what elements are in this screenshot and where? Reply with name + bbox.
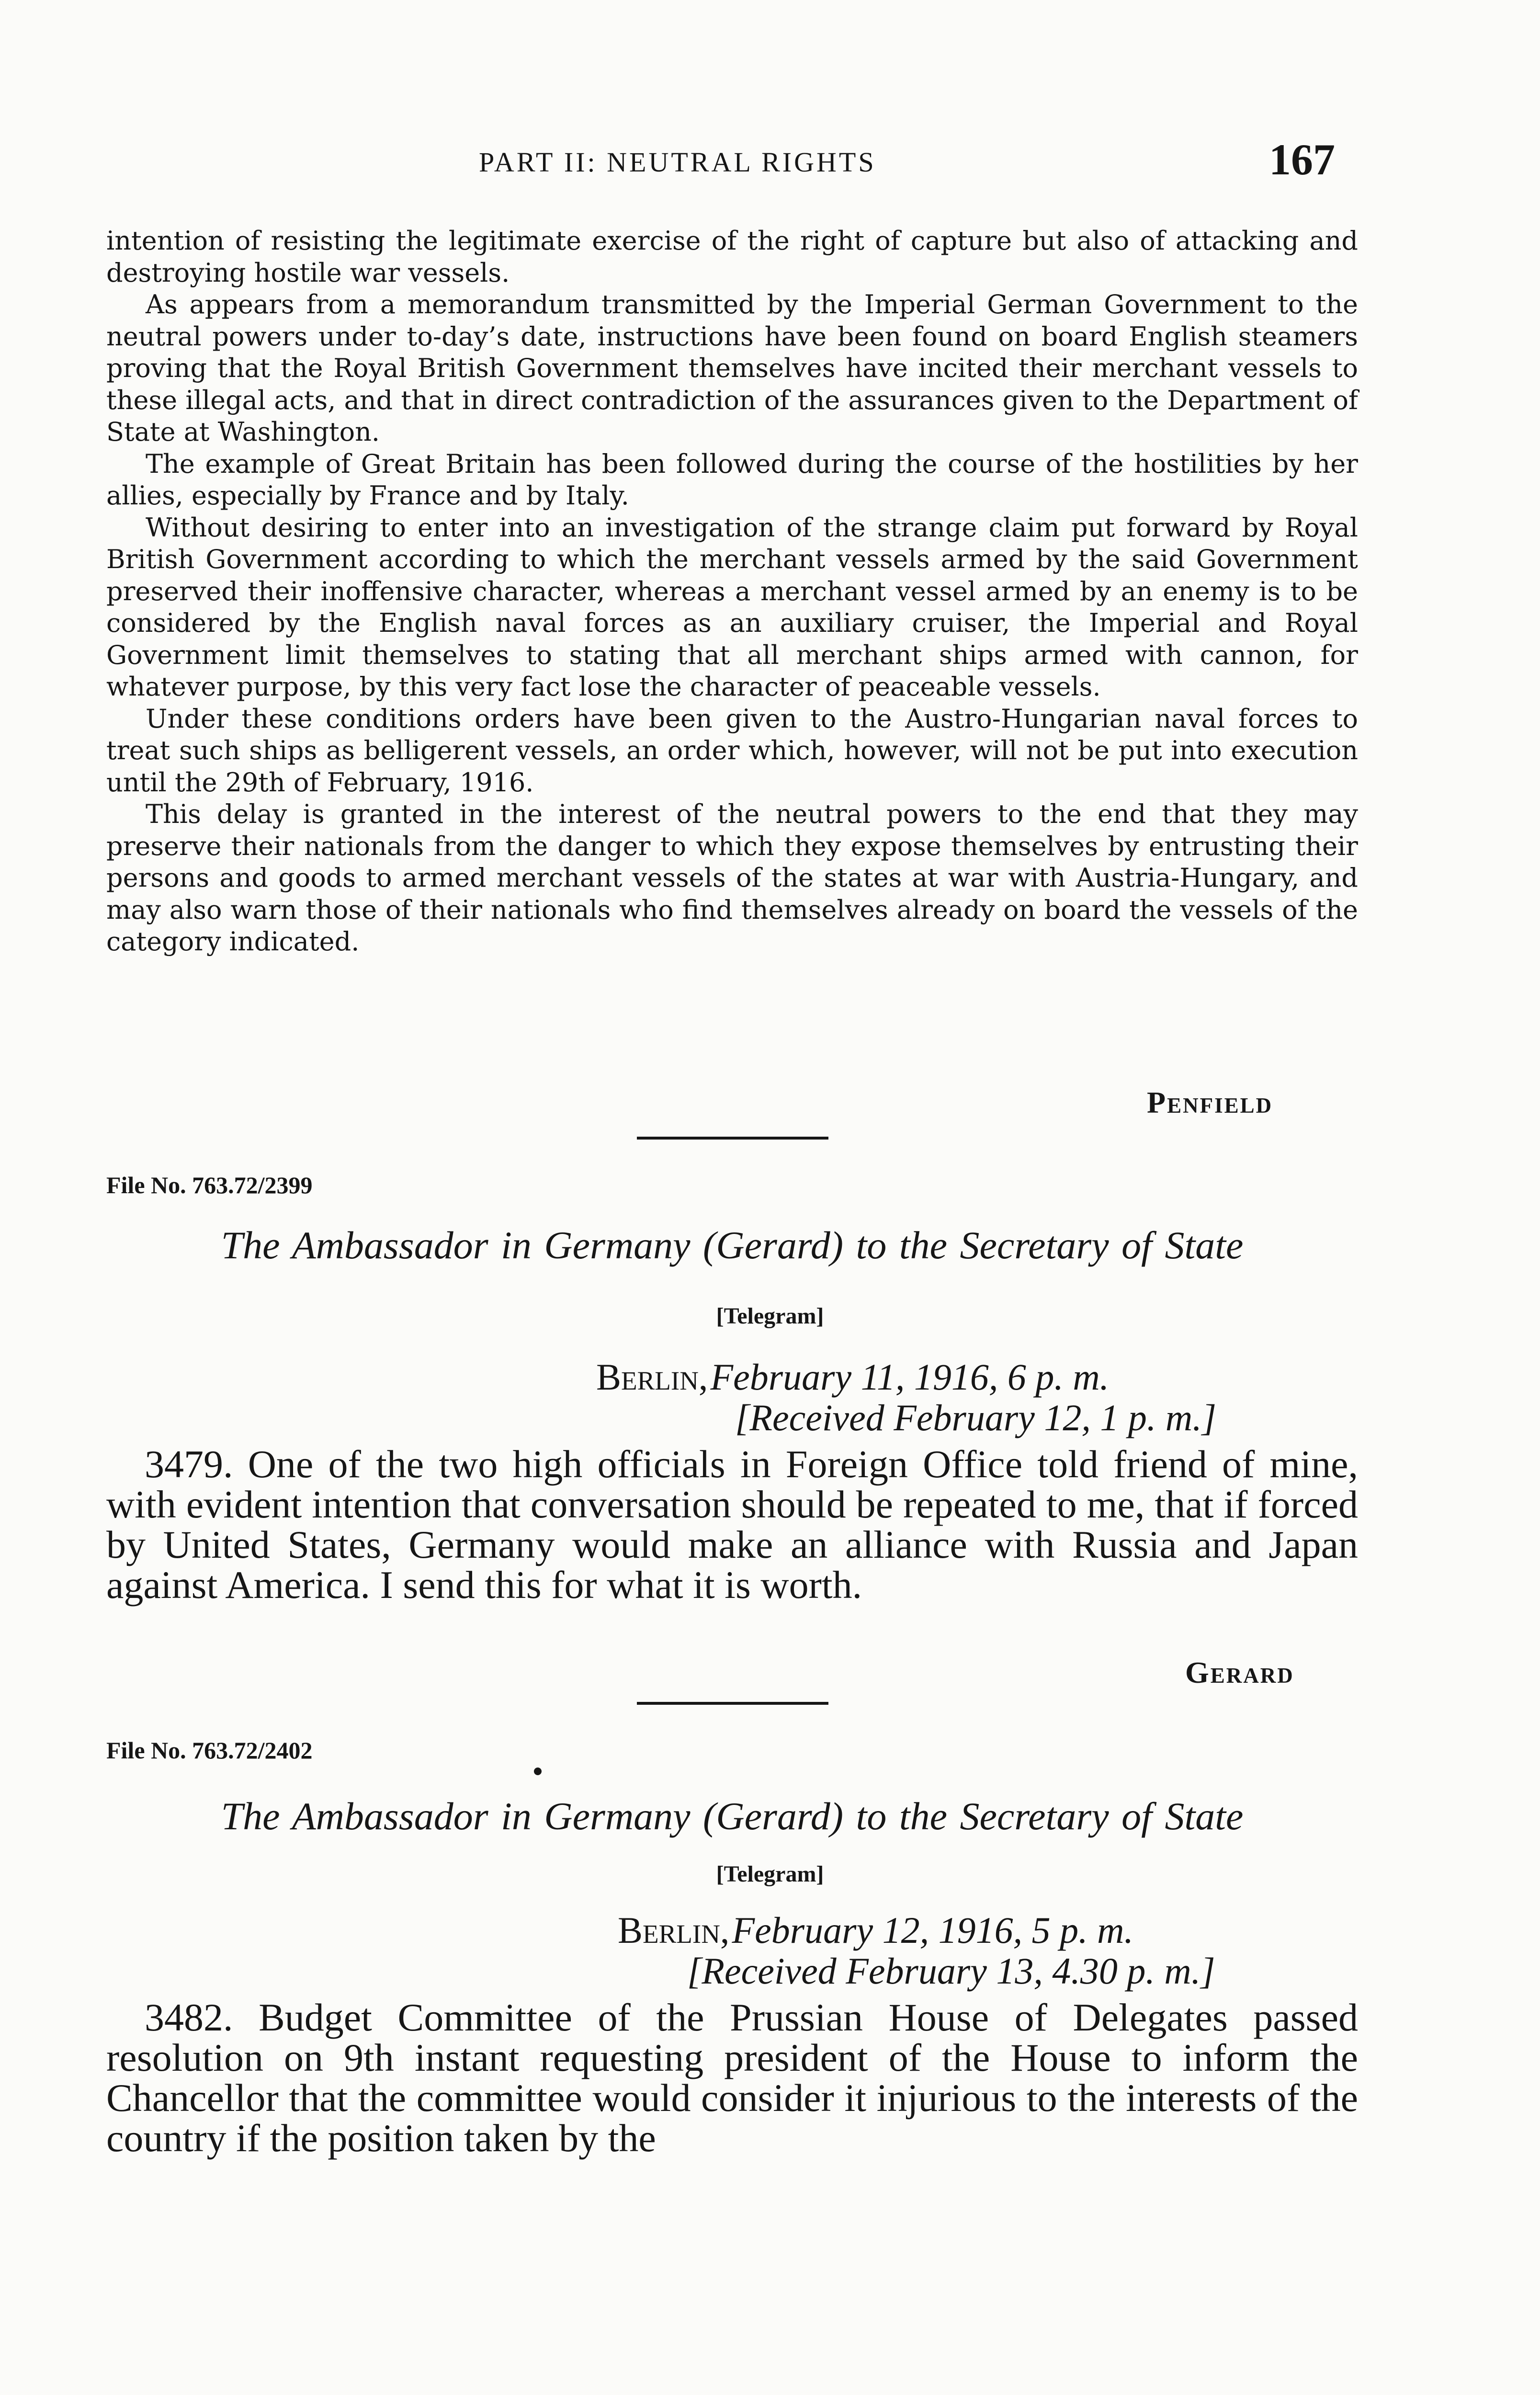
memo-paragraph: This delay is granted in the interest of the neutral powers to the end that they may preserve their nationals from the danger to which they expose themselves by entrusting their persons and goods to armed merchant vessels of the states at war with Austria-Hungary, and may also warn those of their nationals who find themselves already on board the vessels of the category indicated. <box>106 799 1358 957</box>
section-divider <box>637 1137 828 1140</box>
dateline-place: Berlin, <box>596 1356 708 1398</box>
dateline-date: February 12, 1916, 5 p. m. <box>732 1909 1133 1951</box>
dateline <box>618 1909 1133 1952</box>
section-divider <box>637 1702 828 1705</box>
dateline-place: Berlin, <box>618 1909 730 1951</box>
ink-speck <box>534 1768 542 1775</box>
telegram-text: 3479. One of the two high officials in Foreign Office told friend of mine, with evident intention that conversation should be repeated to me, that if forced by United States, Germany would make an alliance with Russia and Japan against America. I send this for what it is worth. <box>106 1442 1358 1607</box>
file-number: File No. 763.72/2399 <box>106 1172 313 1198</box>
signature-gerard: Gerard <box>1185 1655 1294 1689</box>
telegram-body <box>106 1444 1358 1605</box>
received-line: [Received February 12, 1 p. m.] <box>735 1397 1217 1438</box>
memo-paragraph: As appears from a memorandum transmitted by the Imperial German Government to the neutral powers under to-day’s date, instructions have been found on board English steamers proving that the Royal British Government themselves have incited their merchant vessels to these illegal acts, and that in direct contradiction of the assurances given to the Department of State at Washington. <box>106 289 1358 447</box>
memo-paragraph: Under these conditions orders have been given to the Austro-Hungarian naval forces to treat such ships as belligerent vessels, an order which, however, will not be put into execution until the 29th of February, 1916. <box>106 703 1358 798</box>
telegram-label: [Telegram] <box>716 1861 824 1887</box>
telegram-label: [Telegram] <box>716 1303 824 1329</box>
document-title: The Ambassador in Germany (Gerard) to the Secretary of State <box>221 1223 1244 1267</box>
document-title: The Ambassador in Germany (Gerard) to the Secretary of State <box>221 1794 1244 1838</box>
page-number: 167 <box>1269 135 1335 184</box>
telegram-body <box>106 1997 1358 2158</box>
file-number: File No. 763.72/2402 <box>106 1737 313 1764</box>
memo-paragraph: Without desiring to enter into an investigation of the strange claim put forward by Royal British Government according to which the merchant vessels armed by the said Government preserved their inoffensive character, whereas a merchant vessel armed by an enemy is to be considered by the English naval forces as an auxiliary cruiser, the Imperial and Royal Government limit themselves to stating that all merchant ships armed with cannon, for whatever purpose, by this very fact lose the character of peaceable vessels. <box>106 512 1358 702</box>
memo-paragraph: intention of resisting the legitimate exercise of the right of capture but also of attacking and destroying hostile war vessels. <box>106 226 1358 288</box>
dateline <box>596 1356 1109 1399</box>
received-line: [Received February 13, 4.30 p. m.] <box>687 1950 1215 1992</box>
telegram-text: 3482. Budget Committee of the Prussian House of Delegates passed resolution on 9th instant requesting president of the House to inform the Chancellor that the committee would consider it injurious to the interests of the country if the position taken by the <box>106 1996 1358 2160</box>
memo-text <box>106 225 1358 958</box>
memo-paragraph: The example of Great Britain has been followed during the course of the hostilities by her allies, especially by France and by Italy. <box>106 448 1358 511</box>
running-header: PART II: NEUTRAL RIGHTS <box>479 147 876 178</box>
dateline-date: February 11, 1916, 6 p. m. <box>710 1356 1110 1398</box>
signature-penfield: Penfield <box>1147 1085 1273 1119</box>
